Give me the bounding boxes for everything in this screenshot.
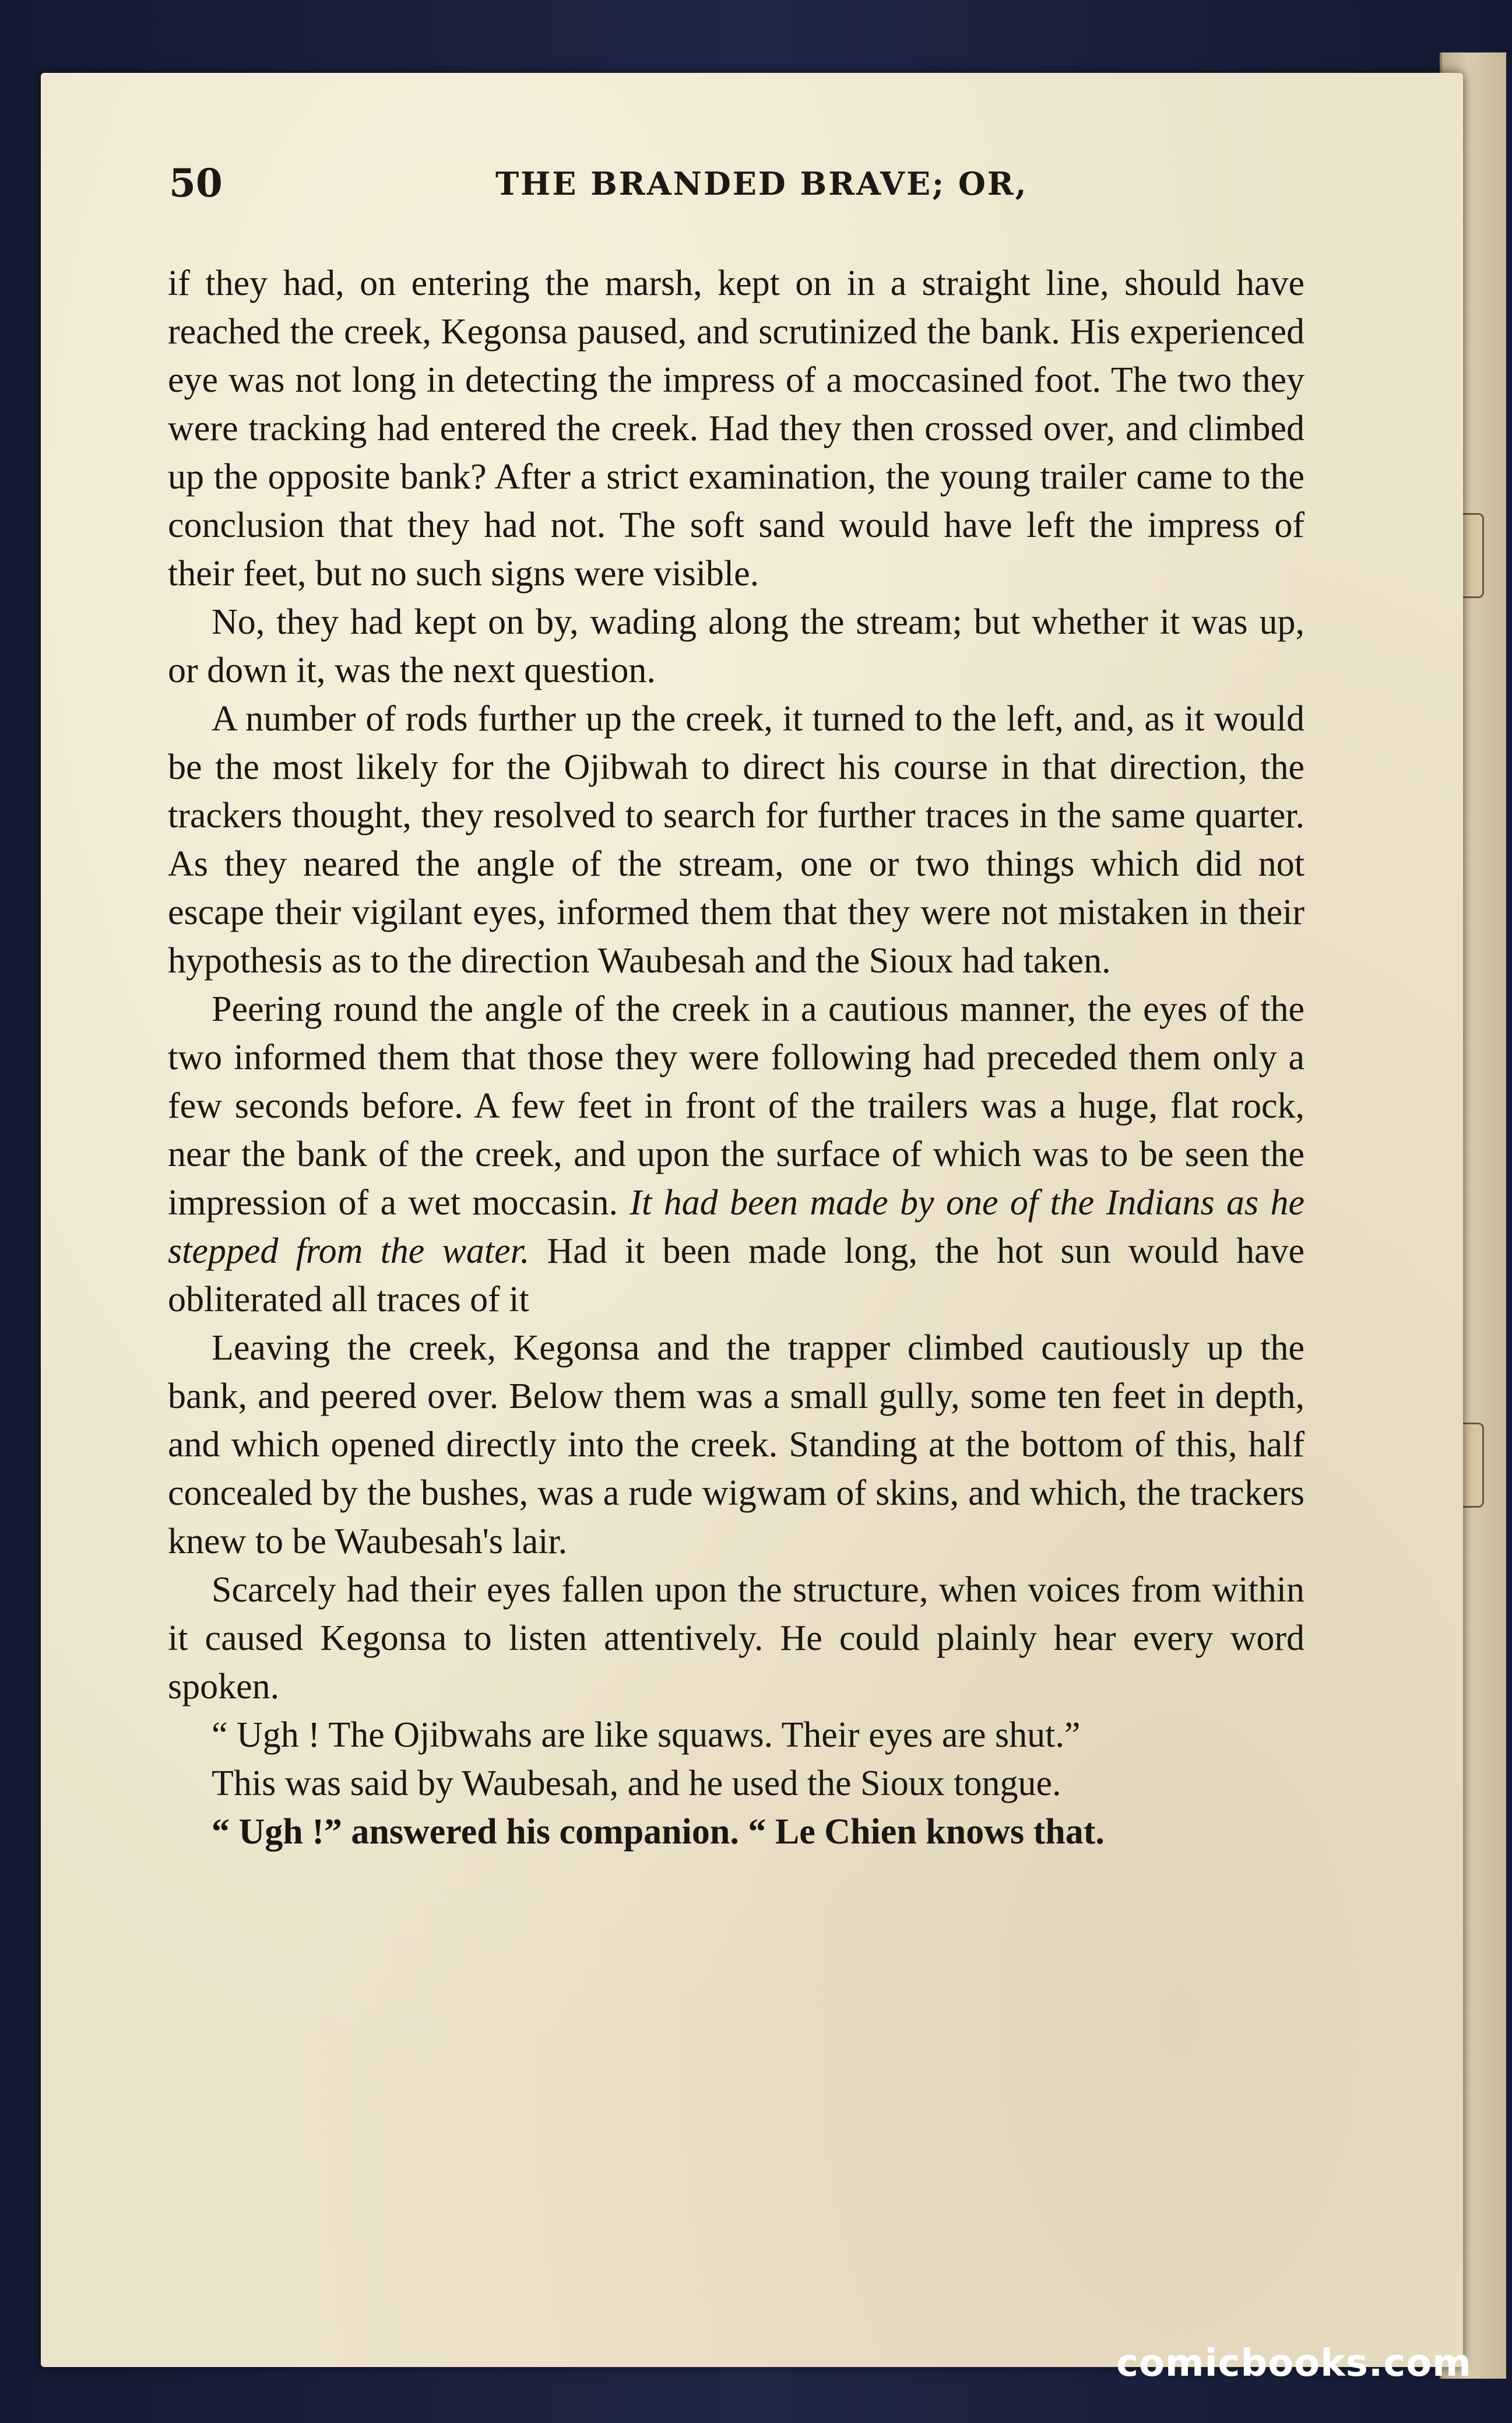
page-number: 50 [169,160,223,206]
running-title: THE BRANDED BRAVE; OR, [495,165,1028,202]
paragraph: if they had, on entering the marsh, kept on in a straight line, should have reached the creek, Kegonsa paused, and scrutinized the bank. His experienced eye was not long in detecting the impress of a moccasined foot. The two they were tracking had entered the creek. Had they then crossed over, and climbed up the opposite bank? After a strict examination, the young trailer came to the conclusion that they had not. The soft sand would have left the impress of their feet, but no such signs were visible. [168,264,1304,594]
body-text [168,259,1304,1856]
paragraph-text: Had it been made long, the hot sun would have obliterated all traces of it [168,1231,1304,1319]
paragraph: This was said by Waubesah, and he used the Sioux tongue. [212,1764,1061,1803]
paragraph: No, they had kept on by, wading along the stream; but whether it was up, or down it, was the next question. [168,602,1304,690]
paragraph: Scarcely had their eyes fallen upon the structure, when voices from within it caused Kegonsa to listen attentively. He could plainly hear every word spoken. [168,1570,1304,1706]
paragraph-text: Peering round the angle of the creek in a cautious manner, the eyes of the two informed them that those they were following had preceded them only a few seconds before. A few feet in front of the trailers was a huge, flat rock, near the bank of the creek, and upon the surface of which was to be seen the impression of a wet moccasin. [168,989,1304,1223]
paragraph [168,985,1304,1324]
watermark: comicbooks.com [1116,2342,1472,2385]
paragraph: Leaving the creek, Kegonsa and the trapper climbed cautiously up the bank, and peered over. Below them was a small gully, some ten feet in depth, and which opened directly into the creek. Standing at the bottom of this, half concealed by the bushes, was a rude wigwam of skins, and which, the trackers knew to be Waubesah's lair. [168,1328,1304,1561]
paragraph: A number of rods further up the creek, it turned to the left, and, as it would be the most likely for the Ojibwah to direct his course in that direction, the trackers thought, they resolved to search for further traces in the same quarter. As they neared the angle of the stream, one or two things which did not escape their vigilant eyes, informed them that they were not mistaken in their hypothesis as to the direction Waubesah and the Sioux had taken. [168,699,1304,981]
paragraph: “ Ugh ! The Ojibwahs are like squaws. Their eyes are shut.” [212,1715,1081,1755]
paragraph: “ Ugh !” answered his companion. “ Le Chien knows that. [212,1812,1105,1852]
page-header [169,160,1311,213]
paragraph-italic-text: It had been made by one of the Indians as he stepped from the water. [168,1183,1304,1271]
